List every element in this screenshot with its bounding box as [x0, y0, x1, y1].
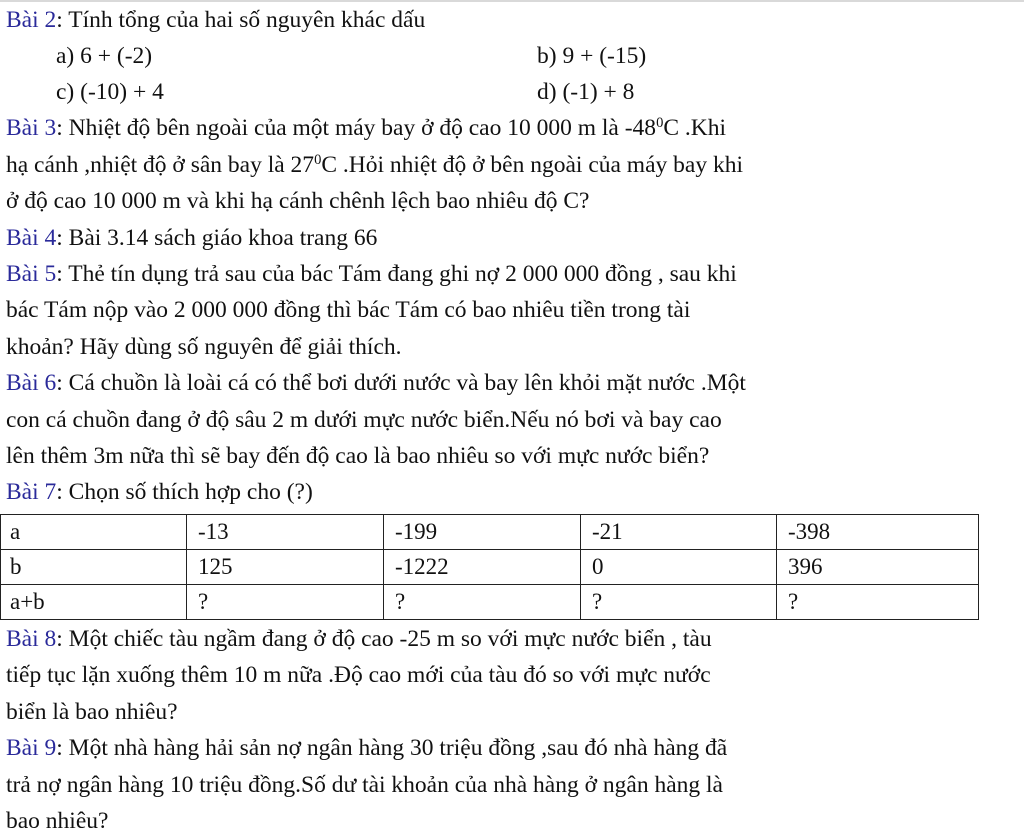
table-cell: a+b	[1, 584, 187, 619]
exercise-9-label: Bài 9	[6, 735, 57, 762]
table-cell: -398	[777, 514, 979, 549]
exercise-9-line-2: trả nợ ngân hàng 10 triệu đồng.Số dư tài khoản của nhà hàng ở ngân hàng là	[6, 771, 723, 798]
exercise-3-label: Bài 3	[6, 115, 57, 142]
exercise-6-text-1: : Cá chuồn là loài cá có thể bơi dưới nước và bay lên khỏi mặt nước .Một	[56, 370, 746, 397]
exercise-9-line-3: bao nhiêu?	[6, 807, 109, 834]
table-cell: -1222	[384, 549, 581, 584]
table-cell: 0	[581, 549, 777, 584]
exercise-9-line-1	[6, 730, 1016, 766]
degree-superscript: 0	[314, 151, 322, 168]
exercise-9-text-1: : Một nhà hàng hải sản nợ ngân hàng 30 triệu đồng ,sau đó nhà hàng đã	[56, 735, 728, 762]
exercise-7-text: : Chọn số thích hợp cho (?)	[56, 479, 313, 506]
exercise-7-label: Bài 7	[6, 479, 57, 506]
exercise-4-text: : Bài 3.14 sách giáo khoa trang 66	[56, 224, 378, 251]
degree-superscript: 0	[656, 115, 664, 132]
exercise-3-text-4: C .Hỏi nhiệt độ ở bên ngoài của máy bay khi	[321, 151, 743, 178]
exercise-5-label: Bài 5	[6, 261, 57, 288]
table-row-a	[1, 514, 979, 549]
table-cell: -199	[384, 514, 581, 549]
table-cell: ?	[581, 584, 777, 619]
exercise-2-item-b: b) 9 + (-15)	[537, 43, 647, 70]
table-cell: -21	[581, 514, 777, 549]
table-cell: -13	[187, 514, 384, 549]
exercise-6	[6, 365, 1016, 474]
exercise-3-line-1	[6, 110, 1016, 146]
exercise-5-line-2: bác Tám nộp vào 2 000 000 đồng thì bác Tám có bao nhiêu tiền trong tài	[6, 297, 691, 324]
table-cell: b	[1, 549, 187, 584]
exercise-2-item-d: d) (-1) + 8	[537, 79, 635, 106]
exercise-2-row-2	[6, 74, 1016, 110]
table-cell: a	[1, 514, 187, 549]
exercise-8	[6, 621, 1016, 730]
exercise-7	[6, 474, 1016, 619]
exercise-2-title: : Tính tổng của hai số nguyên khác dấu	[56, 7, 426, 33]
exercise-3-text-3: hạ cánh ,nhiệt độ ở sân bay là 27	[6, 151, 315, 178]
exercise-8-line-3: biển là bao nhiêu?	[6, 698, 178, 725]
exercise-3	[6, 110, 1016, 219]
exercise-2-row-1	[6, 38, 1016, 74]
exercise-7-line-1	[6, 474, 1016, 510]
exercise-5-text-1: : Thẻ tín dụng trả sau của bác Tám đang ghi nợ 2 000 000 đồng , sau khi	[56, 261, 737, 288]
exercise-3-line-2	[6, 147, 1016, 183]
exercise-6-line-2: con cá chuồn đang ở độ sâu 2 m dưới mực nước biển.Nếu nó bơi và bay cao	[6, 406, 722, 433]
exercise-4-label: Bài 4	[6, 224, 57, 251]
exercise-3-text-2: C .Khi	[663, 115, 727, 142]
exercise-document	[6, 2, 1016, 839]
exercise-5	[6, 256, 1016, 365]
exercise-2	[6, 2, 1016, 110]
exercise-6-label: Bài 6	[6, 370, 57, 397]
exercise-7-table	[0, 514, 979, 620]
table-cell: 125	[187, 549, 384, 584]
exercise-9	[6, 730, 1016, 839]
exercise-8-line-2: tiếp tục lặn xuống thêm 10 m nữa .Độ cao mới của tàu đó so với mực nước	[6, 662, 711, 689]
exercise-4-line-1	[6, 220, 1016, 256]
exercise-5-line-3: khoản? Hãy dùng số nguyên để giải thích.	[6, 333, 402, 360]
exercise-2-label: Bài 2	[6, 7, 57, 33]
exercise-3-text-1: : Nhiệt độ bên ngoài của một máy bay ở độ cao 10 000 m là -48	[56, 115, 657, 142]
table-row-sum	[1, 584, 979, 619]
exercise-2-item-a: a) 6 + (-2)	[56, 43, 153, 70]
table-cell: ?	[777, 584, 979, 619]
exercise-4	[6, 220, 1016, 256]
exercise-6-line-3: lên thêm 3m nữa thì sẽ bay đến độ cao là bao nhiêu so với mực nước biển?	[6, 443, 710, 470]
exercise-8-text-1: : Một chiếc tàu ngầm đang ở độ cao -25 m so với mực nước biển , tàu	[56, 625, 712, 652]
table-row-b	[1, 549, 979, 584]
exercise-3-line-3: ở độ cao 10 000 m và khi hạ cánh chênh lệch bao nhiêu độ C?	[6, 188, 590, 215]
exercise-8-line-1	[6, 621, 1016, 657]
exercise-2-item-c: c) (-10) + 4	[56, 79, 164, 106]
table-cell: ?	[384, 584, 581, 619]
table-cell: 396	[777, 549, 979, 584]
exercise-8-label: Bài 8	[6, 625, 57, 652]
exercise-6-line-1	[6, 365, 1016, 401]
exercise-2-heading	[6, 2, 1016, 38]
exercise-5-line-1	[6, 256, 1016, 292]
table-cell: ?	[187, 584, 384, 619]
